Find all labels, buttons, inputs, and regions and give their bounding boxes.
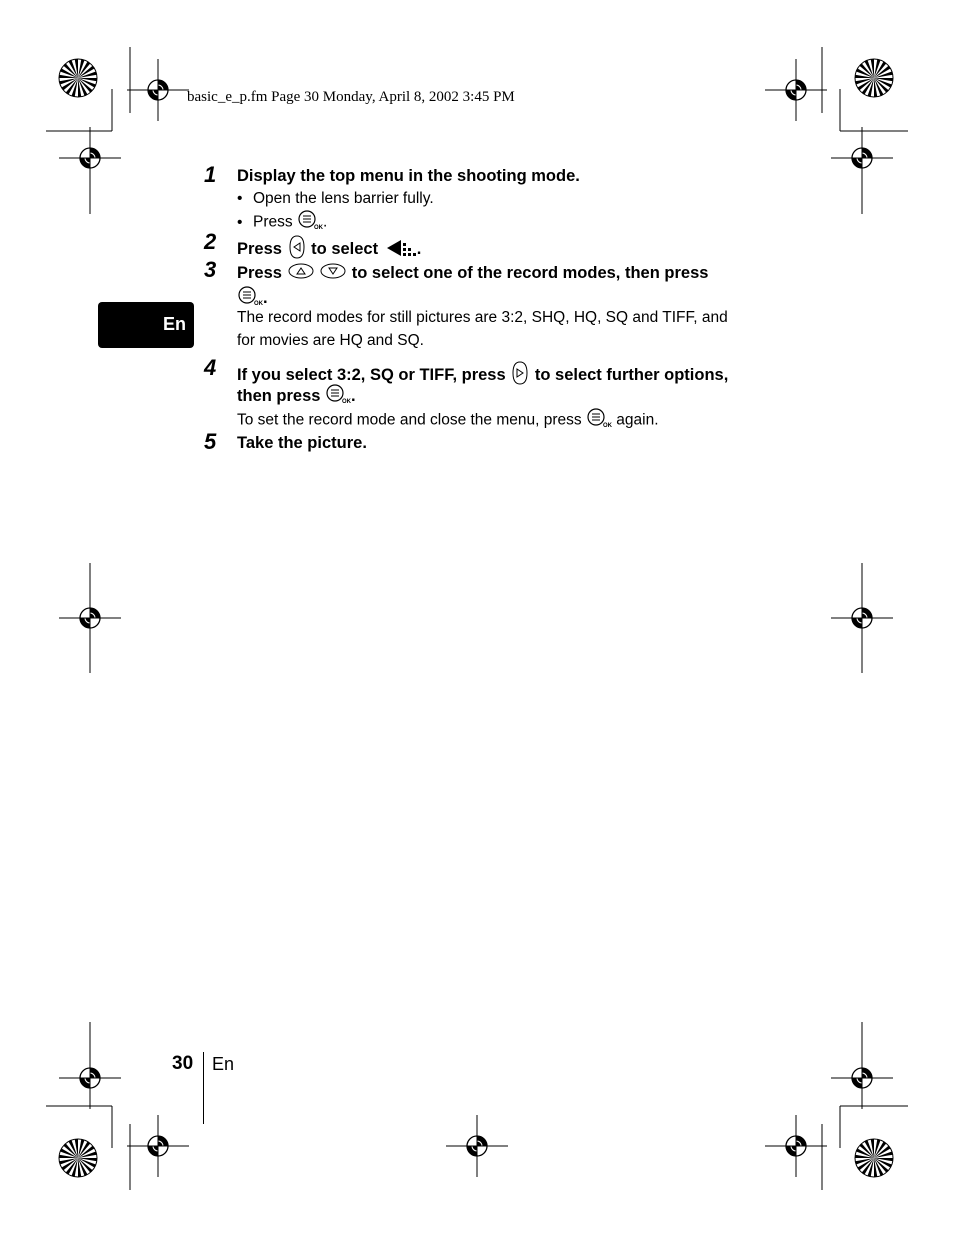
ok-button-icon: [237, 285, 263, 312]
step-4-text-cont: then press OK .: [237, 383, 356, 410]
step-2-text: Press to select .: [237, 234, 421, 265]
language-tab-label: En: [162, 314, 186, 334]
step-3-note-line-2: for movies are HQ and SQ.: [237, 332, 424, 349]
footer-language: En: [212, 1054, 235, 1074]
step-1-title: Display the top menu in the shooting mode.: [237, 167, 580, 185]
record-mode-icon: [383, 236, 417, 263]
footer-divider: [203, 1052, 204, 1124]
svg-text:OK: OK: [254, 301, 263, 307]
ok-button-icon: [586, 407, 612, 434]
step-4-note: To set the record mode and close the menu, press OK again.: [237, 407, 659, 434]
step-number-3: 3: [204, 257, 217, 282]
step-number-2: 2: [204, 229, 217, 254]
page-number: 30: [172, 1053, 194, 1074]
step-number-1: 1: [204, 162, 217, 187]
step-number-5: 5: [204, 429, 217, 454]
language-tab: [98, 302, 194, 348]
up-arrow-button-icon: [287, 262, 315, 285]
right-arrow-button-icon: [510, 360, 530, 391]
step-1-bullet-2: • Press OK .: [237, 209, 327, 236]
step-number-4: 4: [204, 355, 217, 380]
svg-text:OK: OK: [342, 399, 352, 405]
step-3-text: Press to select one of the record modes, then press: [237, 262, 708, 285]
ok-button-icon: [325, 383, 351, 410]
ok-button-icon: [297, 209, 323, 236]
step-3-text-cont: OK .: [237, 285, 268, 312]
step-5-title: Take the picture.: [237, 434, 367, 452]
file-header: basic_e_p.fm Page 30 Monday, April 8, 2002 3:45 PM: [187, 89, 515, 105]
step-1-bullet-1: • Open the lens barrier fully.: [237, 190, 434, 207]
svg-text:OK: OK: [313, 225, 323, 231]
left-arrow-button-icon: [287, 234, 307, 265]
down-arrow-button-icon: [319, 262, 347, 285]
svg-text:OK: OK: [602, 423, 612, 429]
step-3-note-line-1: The record modes for still pictures are 3:2, SHQ, HQ, SQ and TIFF, and: [237, 309, 728, 326]
step-4-text: If you select 3:2, SQ or TIFF, press to select further options,: [237, 360, 728, 391]
